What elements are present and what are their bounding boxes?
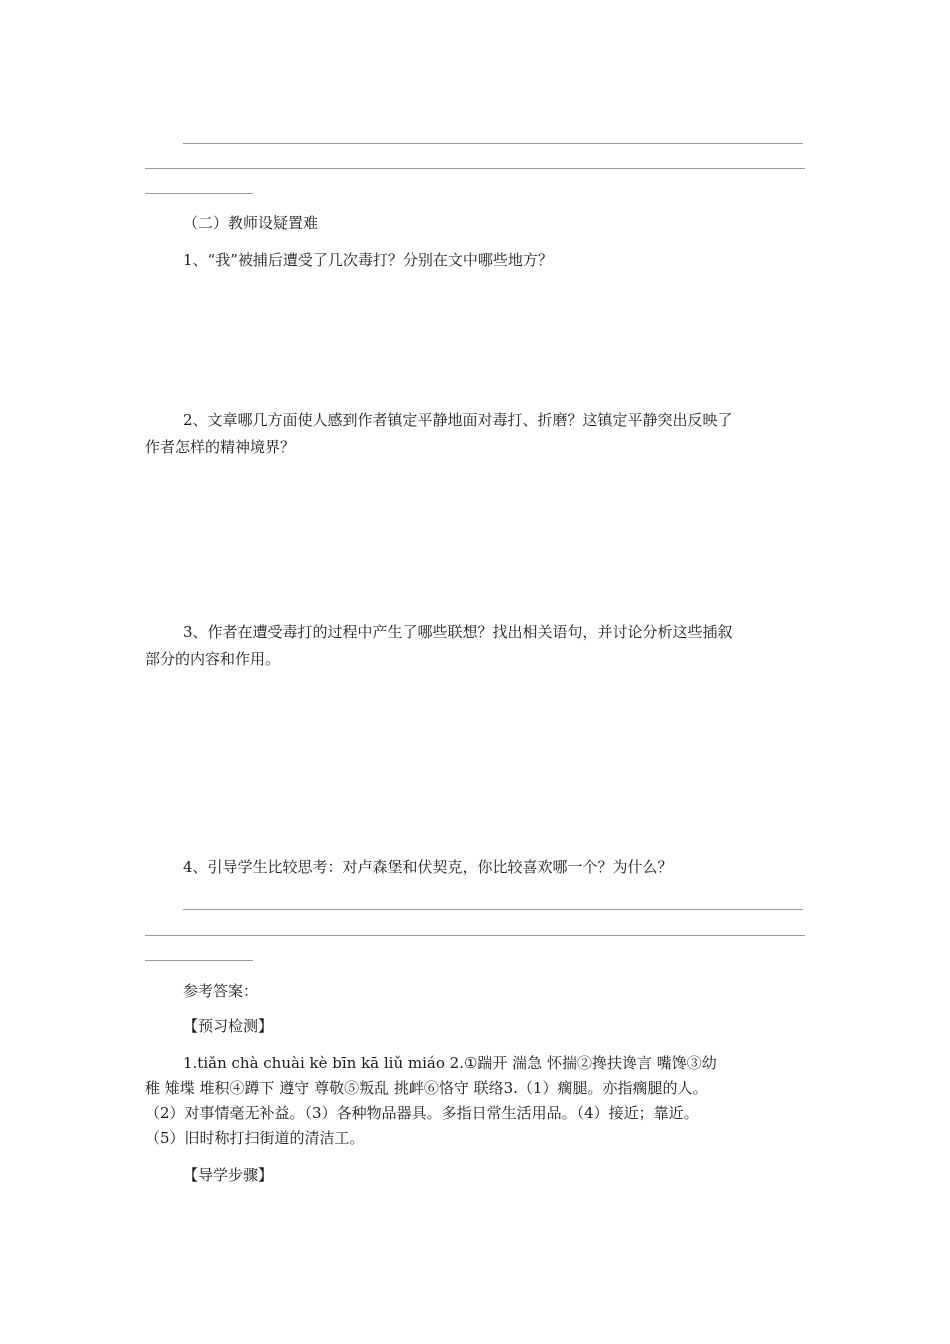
answer-line: [145, 168, 805, 169]
steps-heading: 【导学步骤】: [183, 1166, 274, 1184]
preview-line-1: 1.tiǎn chà chuài kè bīn kā liǔ miáo 2.①踹开 湍急 怀揣②搀扶谗言 嘴馋③幼: [183, 1054, 717, 1072]
question-2-line-2: 作者怎样的精神境界？: [145, 438, 296, 456]
question-2-line-1: 2、文章哪几方面使人感到作者镇定平静地面对毒打、折磨？这镇定平静突出反映了: [183, 411, 733, 429]
preview-heading: 【预习检测】: [183, 1017, 274, 1035]
answer-line: [145, 935, 805, 936]
question-3-line-2: 部分的内容和作用。: [145, 650, 281, 668]
question-1: 1、“我”被捕后遭受了几次毒打？分别在文中哪些地方？: [183, 251, 553, 269]
answer-line: [145, 193, 253, 194]
section-heading: （二）教师设疑置难: [183, 214, 319, 232]
answer-line: [145, 960, 253, 961]
question-4: 4、引导学生比较思考：对卢森堡和伏契克，你比较喜欢哪一个？为什么？: [183, 858, 673, 876]
preview-line-3: （2）对事情毫无补益。（3）各种物品器具。多指日常生活用品。（4）接近；靠近。: [145, 1104, 699, 1122]
question-3-line-1: 3、作者在遭受毒打的过程中产生了哪些联想？找出相关语句，并讨论分析这些插叙: [183, 623, 733, 641]
answer-line: [183, 143, 803, 144]
answers-title: 参考答案：: [183, 982, 259, 1000]
answer-line: [183, 909, 803, 910]
preview-line-4: （5）旧时称打扫街道的清洁工。: [145, 1129, 365, 1147]
preview-line-2: 稚 雉堞 堆积④蹲下 遵守 尊敬⑤叛乱 挑衅⑥恪守 联络3.（1）瘸腿。亦指瘸腿的人。: [145, 1079, 708, 1097]
